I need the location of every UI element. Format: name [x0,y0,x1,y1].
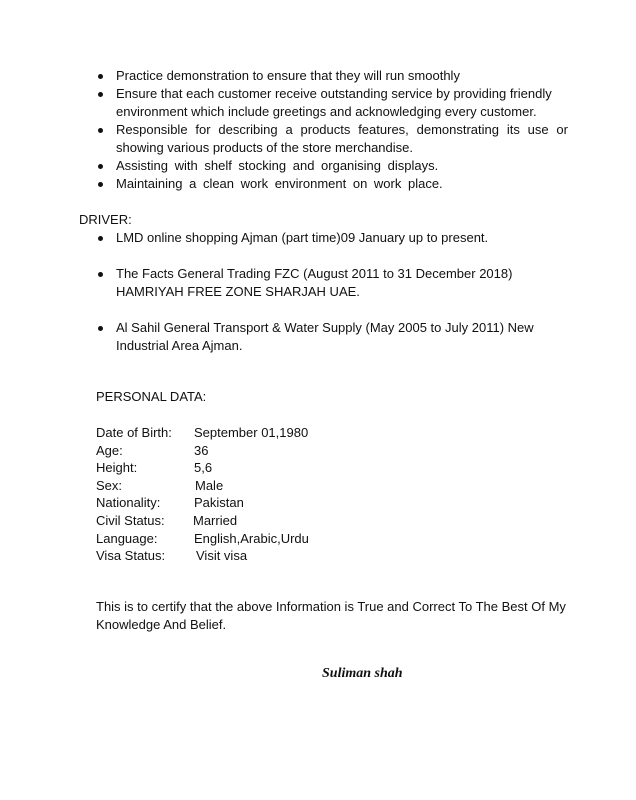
personal-data-row [96,477,309,495]
personal-data-row [96,512,309,530]
signature: Suliman shah [322,666,403,681]
duties-list [98,67,568,193]
field-label: Nationality: [96,495,161,511]
field-value: Pakistan [194,495,244,511]
personal-data-row [96,547,309,565]
personal-data-table [96,424,309,565]
driver-item: The Facts General Trading FZC (August 2011 to 31 December 2018) HAMRIYAH FREE ZONE SHARJAH UAE. [98,265,568,301]
driver-list [98,229,568,355]
driver-heading: DRIVER: [79,212,132,227]
personal-data-row [96,442,309,460]
duty-item: Maintaining a clean work environment on work place. [98,175,568,193]
field-label: Date of Birth: [96,425,172,440]
duty-item: Ensure that each customer receive outstanding service by providing friendly environment which include greetings and acknowledging every customer. [98,85,568,121]
field-value: September 01,1980 [194,425,309,440]
personal-data-row [96,494,309,512]
personal-data-row [96,459,309,477]
field-label: Civil Status: [96,512,165,528]
driver-item: Al Sahil General Transport & Water Supply (May 2005 to July 2011) New Industrial Area Ajman. [98,319,568,355]
field-value: Married [193,512,238,528]
field-value: Male [195,477,224,493]
field-label: Sex: [96,477,123,493]
field-value: English,Arabic,Urdu [194,530,309,546]
field-label: Age: [96,442,123,458]
personal-data-heading: PERSONAL DATA: [96,389,207,404]
field-label: Language: [96,530,158,546]
duty-item: Practice demonstration to ensure that they will run smoothly [98,67,568,85]
field-value: 36 [194,442,209,458]
certification-statement: This is to certify that the above Information is True and Correct To The Best Of My Knowledge And Belief. [96,599,566,632]
driver-item: LMD online shopping Ajman (part time)09 January up to present. [98,229,568,247]
duty-item: Responsible for describing a products features, demonstrating its use or showing various products of the store merchandise. [98,121,568,157]
field-label: Visa Status: [96,548,166,564]
field-value: 5,6 [194,460,213,476]
field-value: Visit visa [196,548,248,564]
personal-data-row [96,424,309,442]
field-label: Height: [96,460,138,476]
duty-item: Assisting with shelf stocking and organising displays. [98,157,568,175]
personal-data-row [96,530,309,548]
